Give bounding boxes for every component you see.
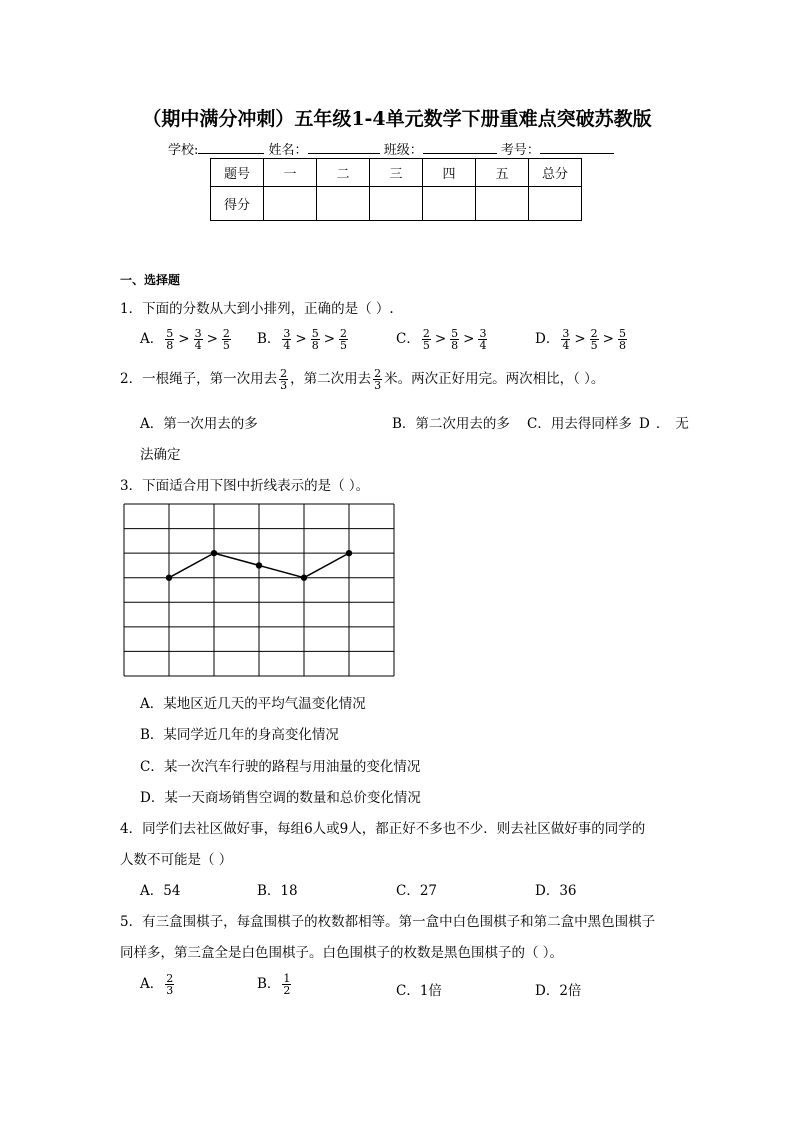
score-header-cell: 四 [423,159,476,187]
fraction [561,328,570,351]
score-cell[interactable] [370,187,423,221]
denominator: 8 [311,339,319,352]
denominator: 4 [479,339,487,352]
score-header-cell: 三 [370,159,423,187]
numerator: 3 [479,327,487,340]
q2-fraction-1 [279,368,288,391]
denominator: 4 [194,339,202,352]
numerator: 3 [283,327,291,340]
q2-text-2: ，第二次用去 [290,371,372,387]
q5-option-a-fraction [165,973,174,996]
fraction [618,328,627,351]
q3-stem: 3．下面适合用下图中折线表示的是（ ）。 [120,478,370,494]
denominator: 5 [590,339,598,352]
fraction [165,328,174,351]
chart-point [301,575,307,581]
numerator: 3 [194,327,202,340]
greater-than-sign: > [323,331,336,347]
q4-option-a[interactable]: A．54 [140,883,181,899]
denominator: 8 [618,339,626,352]
denominator: 3 [374,379,382,392]
score-header-cell: 五 [476,159,529,187]
q1-option-d[interactable] [535,327,629,351]
q4-stem-line2: 人数不可能是（ ） [120,852,233,868]
chart-point [211,550,217,556]
fraction [282,328,291,351]
q5-option-a[interactable] [140,972,176,996]
numerator: 1 [283,972,291,985]
numerator: 2 [590,327,598,340]
q2-text-1: 2．一根绳子，第一次用去 [120,371,278,387]
numerator: 5 [618,327,626,340]
q2-option-d-continued: 法确定 [140,447,181,463]
school-blank[interactable] [198,139,264,154]
q3-option-d[interactable]: D．某一天商场销售空调的数量和总价变化情况 [140,790,421,806]
option-label: C． [396,331,420,347]
fraction [339,328,348,351]
denominator: 3 [280,379,288,392]
exam-no-label: 考号： [500,143,540,158]
q4-option-b[interactable]: B．18 [257,883,298,899]
q2-option-a[interactable]: A．第一次用去的多 [140,416,258,432]
score-header-cell: 总分 [529,159,582,187]
score-row [211,187,582,221]
numerator: 2 [166,972,174,985]
q2-option-b[interactable]: B．第二次用去的多 [392,416,510,432]
score-cell[interactable] [529,187,582,221]
numerator: 2 [280,367,288,380]
option-label: B． [257,976,281,992]
numerator: 2 [374,367,382,380]
q3-option-a[interactable]: A．某地区近几天的平均气温变化情况 [140,696,366,712]
q1-stem: 1．下面的分数从大到小排列，正确的是（ ）. [120,301,394,317]
student-info-line [168,139,614,158]
greater-than-sign: > [295,331,307,347]
denominator: 8 [451,339,459,352]
numerator: 5 [311,327,319,340]
q2-option-c[interactable]: C．用去得同样多 [527,416,632,432]
greater-than-sign: > [206,331,218,347]
fraction [422,328,431,351]
class-label: 班级： [383,143,423,158]
school-label: 学校: [168,143,199,158]
q1-option-a[interactable] [140,327,233,351]
score-table [210,158,582,221]
name-blank[interactable] [308,139,380,154]
greater-than-sign: > [574,331,586,347]
fraction [450,328,459,351]
score-cell[interactable] [476,187,529,221]
denominator: 8 [166,339,174,352]
denominator: 3 [166,984,174,997]
fraction [478,328,487,351]
q4-option-d[interactable]: D．36 [535,883,577,899]
name-label: 姓名： [268,143,308,158]
q4-option-c[interactable]: C．27 [396,883,438,899]
q1-option-b[interactable] [257,327,350,351]
q2-fraction-2 [373,368,382,391]
chart-point [166,575,172,581]
option-label: B． [257,331,281,347]
score-header-cell: 一 [264,159,317,187]
chart-point [346,550,352,556]
q5-option-d[interactable]: D．2倍 [535,983,582,999]
numerator: 5 [451,327,459,340]
denominator: 2 [283,984,291,997]
fraction [222,328,231,351]
greater-than-sign: > [434,331,447,347]
q1-option-c[interactable] [396,327,489,351]
denominator: 5 [422,339,430,352]
q3-option-c[interactable]: C．某一次汽车行驶的路程与用油量的变化情况 [140,759,421,775]
option-label: D． [535,331,560,347]
score-header-row [211,159,582,187]
chart-point [256,562,262,568]
fraction [590,328,599,351]
numerator: 5 [166,327,174,340]
score-cell[interactable] [423,187,476,221]
greater-than-sign: > [463,331,475,347]
score-header-cell: 二 [317,159,370,187]
numerator: 2 [222,327,230,340]
denominator: 5 [222,339,230,352]
greater-than-sign: > [178,331,190,347]
q2-option-d[interactable]: D．无 [639,416,695,432]
denominator: 4 [283,339,291,352]
greater-than-sign: > [602,331,614,347]
q5-option-b-fraction [282,973,291,996]
fraction [311,328,320,351]
q2-stem [120,367,604,391]
exam-no-blank[interactable] [540,139,614,154]
q3-option-b[interactable]: B．某同学近几年的身高变化情况 [140,727,339,743]
page-title: （期中满分冲刺）五年级1-4单元数学下册重难点突破苏教版 [142,108,652,130]
q5-stem-line1: 5．有三盒围棋子，每盒围棋子的枚数都相等。第一盒中白色围棋子和第二盒中黑色围棋子 [120,914,656,930]
section-heading: 一、选择题 [120,273,181,287]
numerator: 2 [340,327,348,340]
score-cell[interactable] [317,187,370,221]
score-row-label: 得分 [211,187,264,221]
score-cell[interactable] [264,187,317,221]
q3-line-chart [122,502,396,678]
option-label: A． [140,331,164,347]
q5-stem-line2: 同样多，第三盒全是白色围棋子。白色围棋子的枚数是黑色围棋子的（ ）。 [120,945,564,961]
q4-stem-line1: 4．同学们去社区做好事，每组6人或9人，都正好不多也不少．则去社区做好事的同学的 [120,821,646,837]
numerator: 3 [562,327,570,340]
option-label: A． [140,976,164,992]
numerator: 2 [422,327,430,340]
class-blank[interactable] [423,139,497,154]
fraction [194,328,203,351]
q5-option-c[interactable]: C．1倍 [396,983,442,999]
denominator: 4 [562,339,570,352]
denominator: 5 [340,339,348,352]
chart-grid [124,504,394,676]
q2-text-3: 米。两次正好用完。两次相比，（ ）。 [384,371,605,387]
q5-option-b[interactable] [257,972,293,996]
score-header-cell: 题号 [211,159,264,187]
